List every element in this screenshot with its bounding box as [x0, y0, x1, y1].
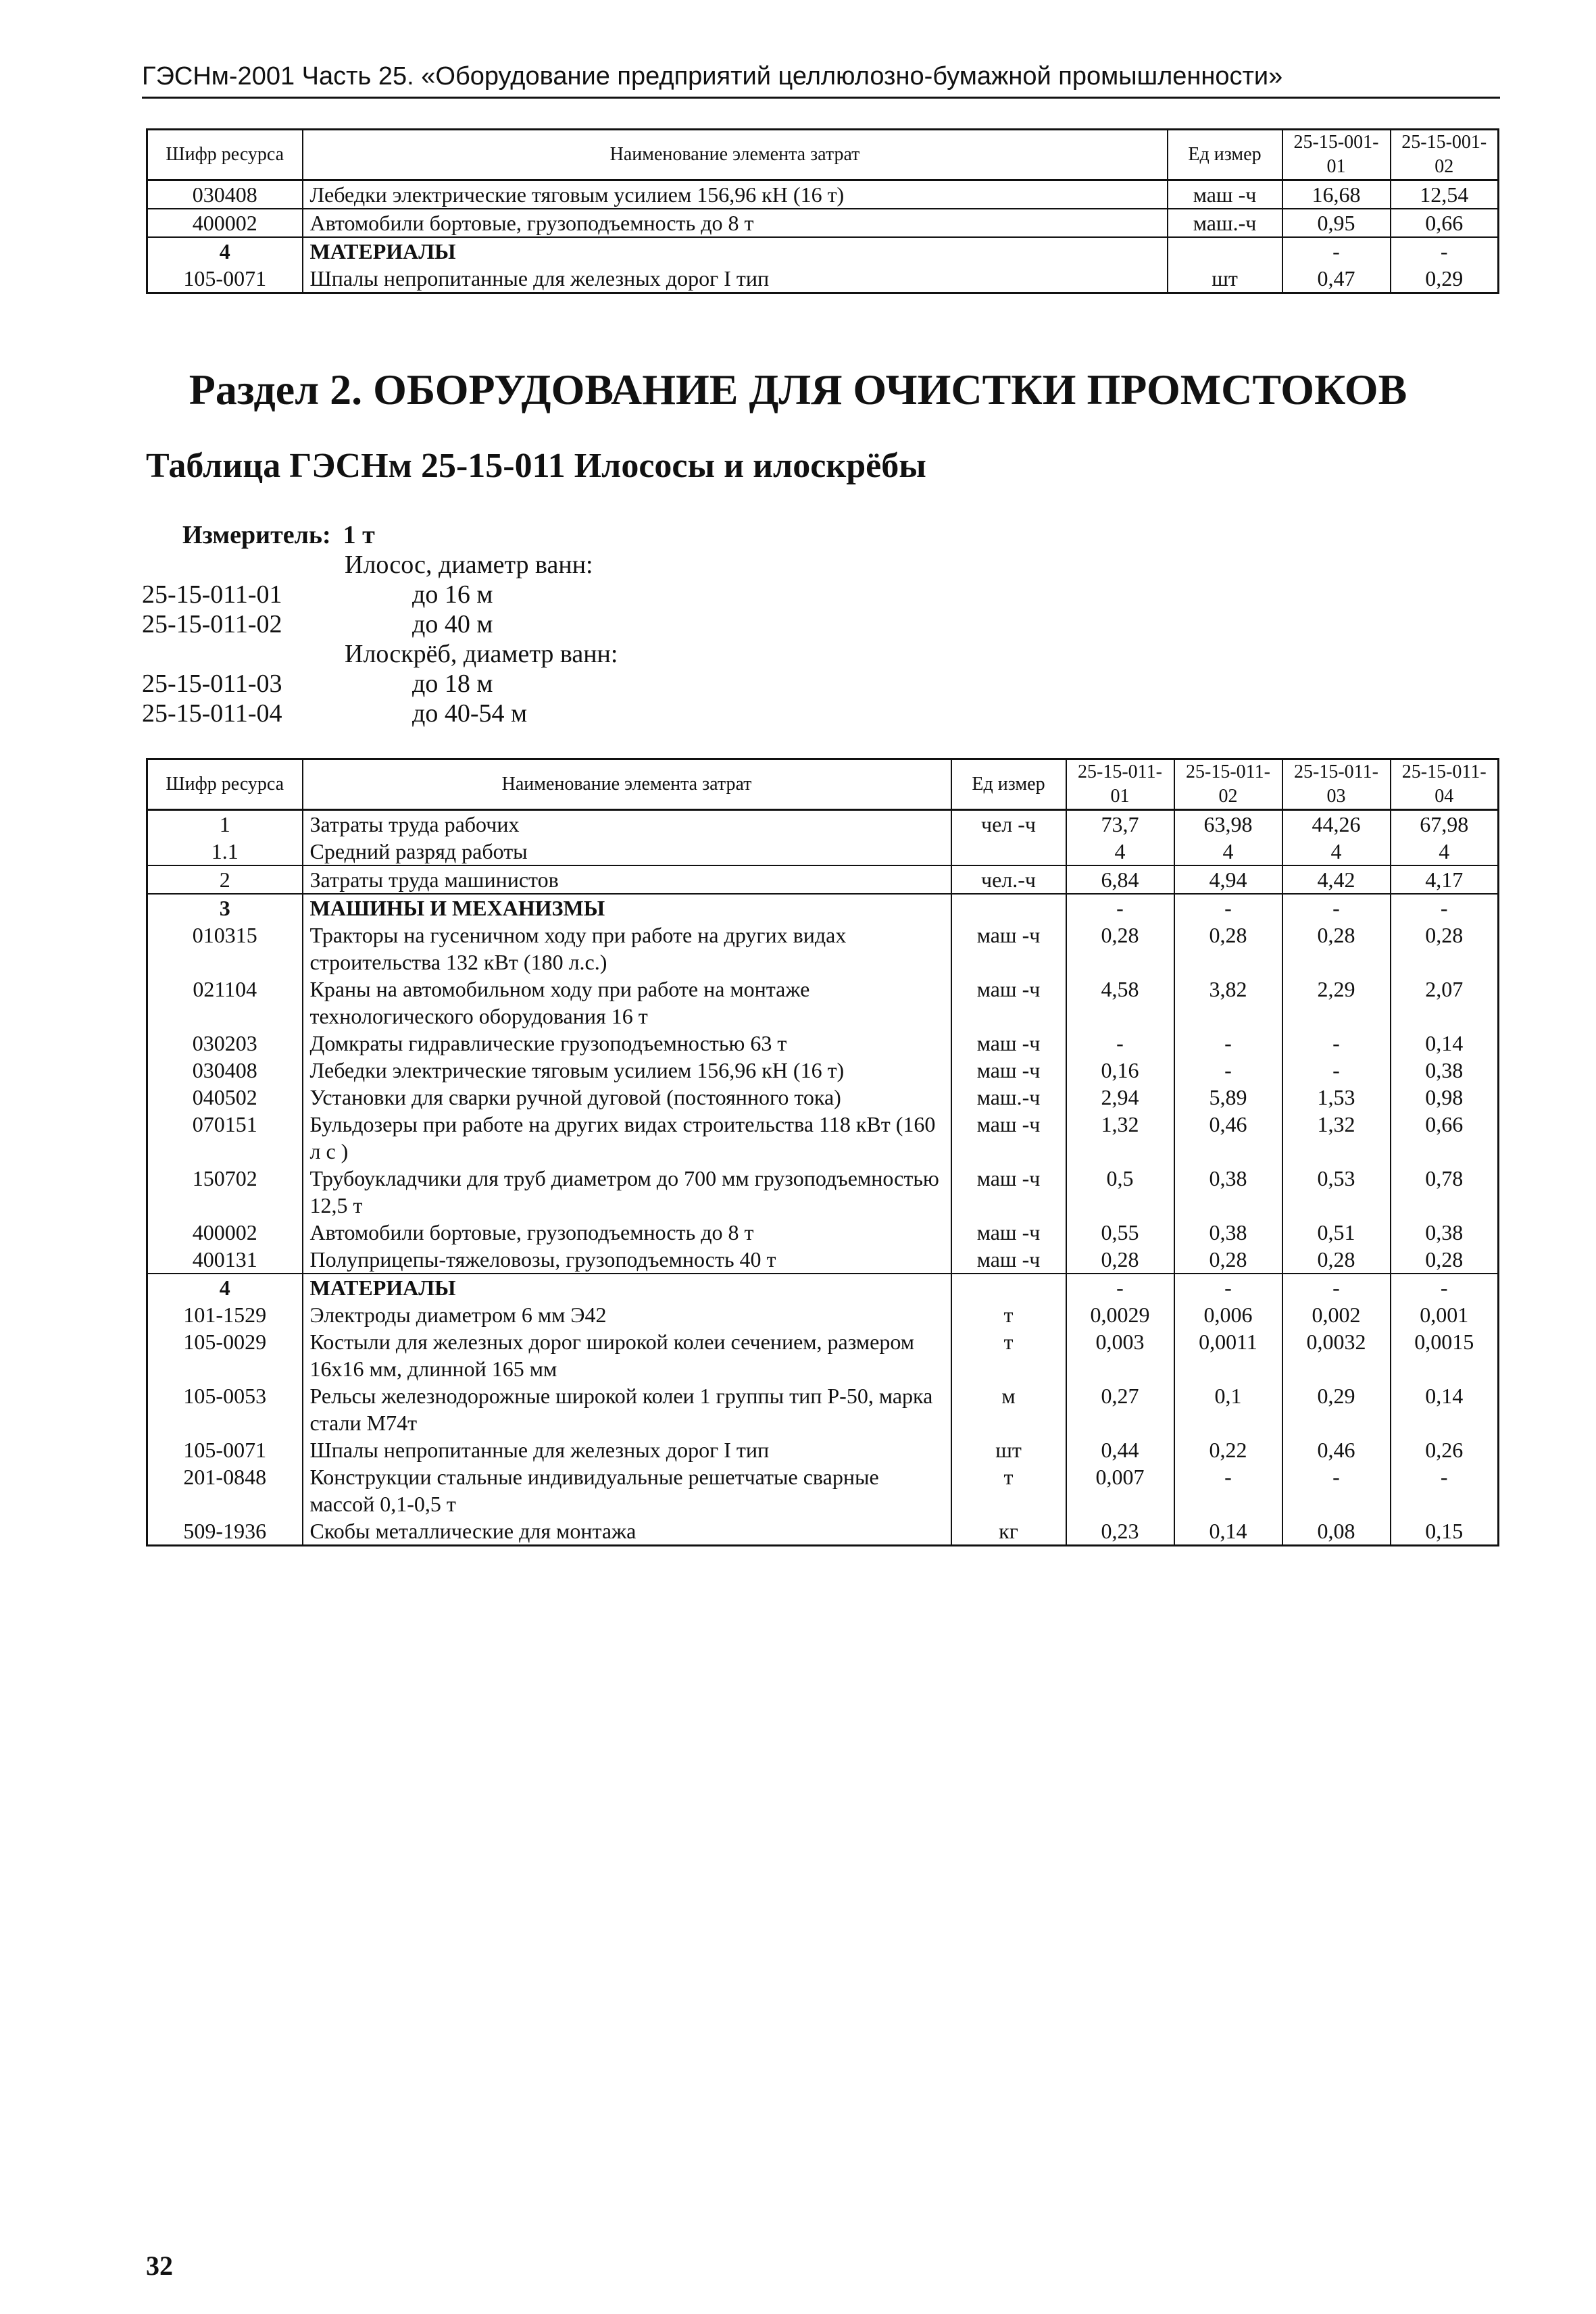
cell-value: 0,14 [1391, 1382, 1499, 1436]
cell-value: 1,53 [1282, 1084, 1391, 1111]
cell-value: - [1282, 1274, 1391, 1301]
cell-value: 0,28 [1282, 922, 1391, 976]
cell-value: - [1066, 1274, 1174, 1301]
meter-line-text: до 18 м [412, 670, 493, 698]
cell-value: - [1282, 1030, 1391, 1057]
cell-unit [1168, 237, 1282, 265]
meter-line-code [142, 639, 345, 669]
cell-unit [951, 894, 1066, 922]
cell-name: Конструкции стальные индивидуальные решетчатые сварные массой 0,1-0,5 т [303, 1463, 951, 1517]
table-row [147, 922, 1499, 976]
cell-code: 4 [147, 1274, 303, 1301]
cell-value: 0,28 [1391, 1246, 1499, 1274]
meter-line [142, 550, 618, 580]
cell-name: Шпалы непропитанные для железных дорог I тип [303, 1436, 951, 1463]
cell-value: 4,42 [1282, 865, 1391, 894]
cell-name: Затраты труда рабочих [303, 810, 951, 838]
cell-value: 0,46 [1282, 1436, 1391, 1463]
cell-value: 0,28 [1282, 1246, 1391, 1274]
cell-unit: маш.-ч [951, 1084, 1066, 1111]
meter-line-code: 25-15-011-01 [142, 580, 282, 609]
cell-unit [951, 838, 1066, 865]
cell-value: 0,38 [1174, 1219, 1282, 1246]
col-header-name: Наименование элемента затрат [303, 130, 1168, 180]
cell-name: Тракторы на гусеничном ходу при работе на других видах строительства 132 кВт (180 л.с.) [303, 922, 951, 976]
cell-value: 0,38 [1391, 1219, 1499, 1246]
cell-unit: маш -ч [951, 976, 1066, 1030]
cell-value: 0,0011 [1174, 1328, 1282, 1382]
cell-code: 105-0071 [147, 1436, 303, 1463]
cell-unit: маш -ч [951, 1111, 1066, 1165]
table-row [147, 1463, 1499, 1517]
cell-value: 73,7 [1066, 810, 1174, 838]
cell-value: - [1174, 894, 1282, 922]
meter-unit-row [182, 520, 618, 550]
cell-value: - [1282, 894, 1391, 922]
cell-name: Полуприцепы-тяжеловозы, грузоподъемность 40 т [303, 1246, 951, 1274]
cell-code: 509-1936 [147, 1517, 303, 1546]
cell-value: 0,29 [1391, 265, 1499, 293]
cell-value: 0,002 [1282, 1301, 1391, 1328]
cell-name: Лебедки электрические тяговым усилием 156,96 кН (16 т) [303, 1057, 951, 1084]
cell-value: - [1282, 1057, 1391, 1084]
cell-value: 2,94 [1066, 1084, 1174, 1111]
cell-code: 105-0071 [147, 265, 303, 293]
cell-name: МАШИНЫ И МЕХАНИЗМЫ [303, 894, 951, 922]
cell-name: Затраты труда машинистов [303, 865, 951, 894]
cell-value: 0,38 [1391, 1057, 1499, 1084]
cell-value: 1,32 [1066, 1111, 1174, 1165]
col-header-011-03: 25-15-011-03 [1282, 759, 1391, 810]
col-header-001-02: 25-15-001-02 [1391, 130, 1499, 180]
table-row [147, 1111, 1499, 1165]
cell-name: Лебедки электрические тяговым усилием 156,96 кН (16 т) [303, 180, 1168, 209]
cell-name: Средний разряд работы [303, 838, 951, 865]
cell-value: 4 [1282, 838, 1391, 865]
cell-value: 2,07 [1391, 976, 1499, 1030]
cell-value: 3,82 [1174, 976, 1282, 1030]
cell-value: 0,47 [1282, 265, 1391, 293]
cell-unit: т [951, 1301, 1066, 1328]
cell-name: МАТЕРИАЛЫ [303, 237, 1168, 265]
col-header-011-02: 25-15-011-02 [1174, 759, 1282, 810]
cell-code: 021104 [147, 976, 303, 1030]
cell-value: - [1282, 237, 1391, 265]
cell-code: 1 [147, 810, 303, 838]
cell-value: 1,32 [1282, 1111, 1391, 1165]
cell-code: 105-0053 [147, 1382, 303, 1436]
cell-code: 2 [147, 865, 303, 894]
cell-value: 0,0032 [1282, 1328, 1391, 1382]
cell-value: 0,23 [1066, 1517, 1174, 1546]
cell-value: 16,68 [1282, 180, 1391, 209]
cell-code: 010315 [147, 922, 303, 976]
table-row [147, 976, 1499, 1030]
cell-value: 0,003 [1066, 1328, 1174, 1382]
table-row [147, 237, 1499, 265]
cell-unit: т [951, 1463, 1066, 1517]
cell-value: 0,51 [1282, 1219, 1391, 1246]
cell-value: 67,98 [1391, 810, 1499, 838]
cell-value: 0,66 [1391, 209, 1499, 237]
meter-line-text: до 16 м [412, 580, 493, 609]
meter-line-text: Илоскрёб, диаметр ванн: [345, 640, 618, 668]
cell-unit: маш -ч [951, 1165, 1066, 1219]
cell-unit: маш -ч [1168, 180, 1282, 209]
cell-value: - [1391, 1463, 1499, 1517]
cell-unit: маш -ч [951, 1057, 1066, 1084]
cell-value: - [1174, 1463, 1282, 1517]
cell-code: 1.1 [147, 838, 303, 865]
cell-value: 0,38 [1174, 1165, 1282, 1219]
cell-value: 0,14 [1391, 1030, 1499, 1057]
cell-unit [951, 1274, 1066, 1301]
cell-value: 0,29 [1282, 1382, 1391, 1436]
table-row [147, 1057, 1499, 1084]
meter-label: Измеритель: [182, 521, 331, 549]
cell-value: 0,15 [1391, 1517, 1499, 1546]
col-header-name: Наименование элемента затрат [303, 759, 951, 810]
cell-name: Автомобили бортовые, грузоподъемность до 8 т [303, 209, 1168, 237]
cell-value: 0,66 [1391, 1111, 1499, 1165]
table-row [147, 1219, 1499, 1246]
cell-code: 400002 [147, 1219, 303, 1246]
col-header-011-04: 25-15-011-04 [1391, 759, 1499, 810]
cell-value: 0,55 [1066, 1219, 1174, 1246]
cell-code: 3 [147, 894, 303, 922]
cell-code: 400002 [147, 209, 303, 237]
cell-value: 0,98 [1391, 1084, 1499, 1111]
meter-line-text: Илосос, диаметр ванн: [345, 551, 593, 579]
cell-name: Домкраты гидравлические грузоподъемностью 63 т [303, 1030, 951, 1057]
cell-value: - [1391, 237, 1499, 265]
running-header: ГЭСНм-2001 Часть 25. «Оборудование предприятий целлюлозно-бумажной промышленности» [142, 62, 1500, 99]
meter-line-text: до 40-54 м [412, 699, 528, 728]
cell-value: 4,17 [1391, 865, 1499, 894]
cell-value: 5,89 [1174, 1084, 1282, 1111]
cell-value: 0,53 [1282, 1165, 1391, 1219]
cell-name: Костыли для железных дорог широкой колеи сечением, размером 16х16 мм, длинной 165 мм [303, 1328, 951, 1382]
cell-unit: маш -ч [951, 922, 1066, 976]
cell-value: 0,78 [1391, 1165, 1499, 1219]
table-row [147, 1517, 1499, 1546]
table-row [147, 894, 1499, 922]
table-row [147, 1274, 1499, 1301]
cell-value: 0,28 [1174, 1246, 1282, 1274]
col-header-unit: Ед измер [1168, 130, 1282, 180]
top-resource-table [146, 128, 1499, 294]
cell-value: 0,5 [1066, 1165, 1174, 1219]
cell-value: - [1066, 894, 1174, 922]
cell-name: Электроды диаметром 6 мм Э42 [303, 1301, 951, 1328]
cell-value: 0,001 [1391, 1301, 1499, 1328]
cell-unit: маш -ч [951, 1219, 1066, 1246]
cell-value: 0,14 [1174, 1517, 1282, 1546]
cell-value: - [1174, 1057, 1282, 1084]
table-row [147, 865, 1499, 894]
cell-value: 0,46 [1174, 1111, 1282, 1165]
cell-value: 0,28 [1174, 922, 1282, 976]
cell-code: 105-0029 [147, 1328, 303, 1382]
cell-value: 0,27 [1066, 1382, 1174, 1436]
cell-code: 030408 [147, 1057, 303, 1084]
cell-name: Скобы металлические для монтажа [303, 1517, 951, 1546]
table-row [147, 1301, 1499, 1328]
meter-line [142, 609, 618, 639]
table-row [147, 1084, 1499, 1111]
cell-unit: маш -ч [951, 1030, 1066, 1057]
cell-value: - [1066, 1030, 1174, 1057]
cell-code: 030203 [147, 1030, 303, 1057]
cell-value: 4,94 [1174, 865, 1282, 894]
col-header-code: Шифр ресурса [147, 130, 303, 180]
cell-name: Шпалы непропитанные для железных дорог I тип [303, 265, 1168, 293]
cell-code: 4 [147, 237, 303, 265]
cell-value: 0,26 [1391, 1436, 1499, 1463]
top-table-header-row [147, 130, 1499, 180]
cell-name: Бульдозеры при работе на других видах строительства 118 кВт (160 л с ) [303, 1111, 951, 1165]
cell-value: 63,98 [1174, 810, 1282, 838]
meter-line-code [142, 550, 345, 580]
cell-value: 0,44 [1066, 1436, 1174, 1463]
cell-value: 4 [1391, 838, 1499, 865]
meter-line [142, 699, 618, 728]
page-number: 32 [146, 2250, 173, 2281]
cell-value: 12,54 [1391, 180, 1499, 209]
cell-value: 0,28 [1066, 922, 1174, 976]
cell-value: - [1174, 1274, 1282, 1301]
col-header-001-01: 25-15-001-01 [1282, 130, 1391, 180]
cell-name: Краны на автомобильном ходу при работе на монтаже технологического оборудования 16 т [303, 976, 951, 1030]
cell-value: 0,007 [1066, 1463, 1174, 1517]
cell-value: 2,29 [1282, 976, 1391, 1030]
cell-code: 400131 [147, 1246, 303, 1274]
table-row [147, 838, 1499, 865]
cell-name: Автомобили бортовые, грузоподъемность до 8 т [303, 1219, 951, 1246]
cell-value: 0,0029 [1066, 1301, 1174, 1328]
main-resource-table [146, 758, 1499, 1546]
table-row [147, 1328, 1499, 1382]
cell-value: 0,006 [1174, 1301, 1282, 1328]
meter-block [142, 520, 618, 728]
cell-value: - [1391, 1274, 1499, 1301]
table-row [147, 1382, 1499, 1436]
cell-unit: кг [951, 1517, 1066, 1546]
meter-line [142, 669, 618, 699]
table-row [147, 265, 1499, 293]
meter-value: 1 т [343, 521, 375, 549]
main-table-header-row [147, 759, 1499, 810]
meter-line-code: 25-15-011-02 [142, 610, 282, 638]
cell-unit: шт [951, 1436, 1066, 1463]
cell-value: 4 [1066, 838, 1174, 865]
table-row [147, 180, 1499, 209]
meter-line [142, 580, 618, 609]
table-row [147, 209, 1499, 237]
cell-value: 0,95 [1282, 209, 1391, 237]
cell-code: 101-1529 [147, 1301, 303, 1328]
cell-value: 0,16 [1066, 1057, 1174, 1084]
cell-code: 150702 [147, 1165, 303, 1219]
cell-name: Рельсы железнодорожные широкой колеи 1 группы тип Р-50, марка стали М74т [303, 1382, 951, 1436]
section-title: Раздел 2. ОБОРУДОВАНИЕ ДЛЯ ОЧИСТКИ ПРОМСТОКОВ [189, 366, 1407, 413]
cell-code: 030408 [147, 180, 303, 209]
cell-value: 6,84 [1066, 865, 1174, 894]
cell-name: Установки для сварки ручной дуговой (постоянного тока) [303, 1084, 951, 1111]
meter-line-code: 25-15-011-04 [142, 699, 282, 728]
cell-unit: т [951, 1328, 1066, 1382]
table-row [147, 1436, 1499, 1463]
col-header-011-01: 25-15-011-01 [1066, 759, 1174, 810]
cell-value: 4 [1174, 838, 1282, 865]
cell-value: 0,28 [1066, 1246, 1174, 1274]
cell-value: - [1282, 1463, 1391, 1517]
cell-code: 040502 [147, 1084, 303, 1111]
table-row [147, 1246, 1499, 1274]
cell-name: Трубоукладчики для труб диаметром до 700 мм грузоподъемностью 12,5 т [303, 1165, 951, 1219]
cell-unit: шт [1168, 265, 1282, 293]
table-title: Таблица ГЭСНм 25-15-011 Илососы и илоскрёбы [146, 447, 926, 485]
cell-name: МАТЕРИАЛЫ [303, 1274, 951, 1301]
meter-line [142, 639, 618, 669]
meter-line-code: 25-15-011-03 [142, 670, 282, 698]
table-row [147, 810, 1499, 838]
cell-value: 4,58 [1066, 976, 1174, 1030]
cell-unit: чел -ч [951, 810, 1066, 838]
cell-value: 0,08 [1282, 1517, 1391, 1546]
cell-unit: м [951, 1382, 1066, 1436]
cell-value: 0,0015 [1391, 1328, 1499, 1382]
table-row [147, 1030, 1499, 1057]
cell-value: 44,26 [1282, 810, 1391, 838]
cell-value: - [1174, 1030, 1282, 1057]
cell-unit: чел.-ч [951, 865, 1066, 894]
col-header-unit: Ед измер [951, 759, 1066, 810]
cell-code: 201-0848 [147, 1463, 303, 1517]
cell-value: - [1391, 894, 1499, 922]
meter-line-text: до 40 м [412, 610, 493, 638]
cell-value: 0,22 [1174, 1436, 1282, 1463]
cell-code: 070151 [147, 1111, 303, 1165]
cell-value: 0,1 [1174, 1382, 1282, 1436]
table-row [147, 1165, 1499, 1219]
cell-unit: маш -ч [951, 1246, 1066, 1274]
cell-value: 0,28 [1391, 922, 1499, 976]
col-header-code: Шифр ресурса [147, 759, 303, 810]
cell-unit: маш.-ч [1168, 209, 1282, 237]
